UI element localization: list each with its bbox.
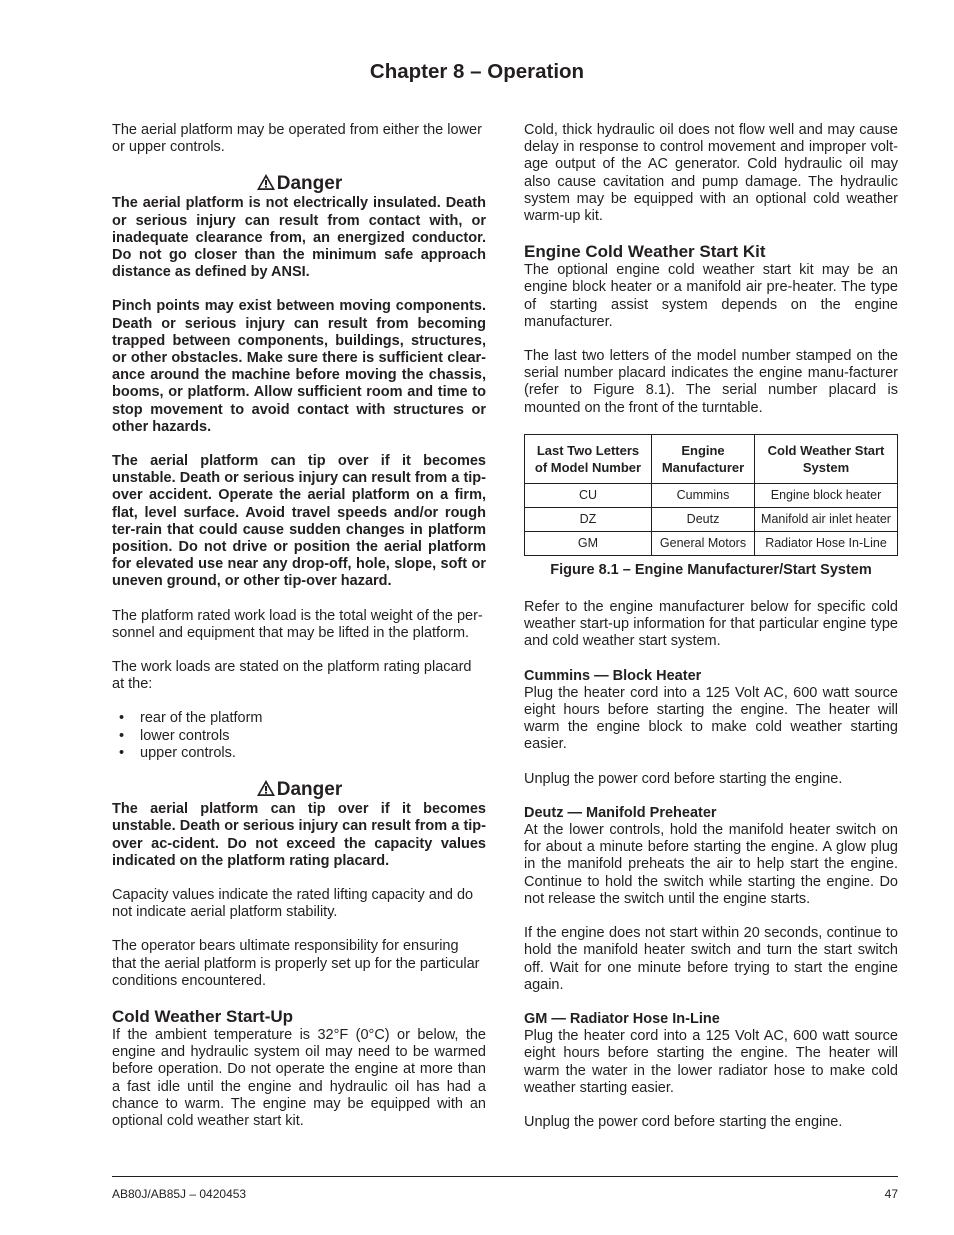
cold-weather-text: If the ambient temperature is 32°F (0°C) or below, the engine and hydraulic system oil may need to be warmed before operation. Do not operate the engine at more than a fast idle until the engine and hydraulic oil has had a chance to warm. The engine may be equipped with an optional cold weather start kit.: [112, 1026, 486, 1129]
capacity-paragraph: Capacity values indicate the rated lifting capacity and do not indicate aerial platform stability.: [112, 886, 474, 921]
operator-paragraph: The operator bears ultimate responsibility for ensuring that the aerial platform is properly set up for the particular conditions encountered.: [112, 938, 480, 989]
table-cell: CU: [525, 483, 652, 507]
table-cell: Manifold air inlet heater: [755, 507, 898, 531]
danger-heading-2: [112, 779, 486, 801]
table-cell: General Motors: [652, 531, 755, 555]
footer-divider: [112, 1176, 898, 1177]
table-cell: Deutz: [652, 507, 755, 531]
start-kit-text: The optional engine cold weather start kit may be an engine block heater or a manifold air pre-heater. The type of starting assist system depends on the engine manufacturer.: [524, 262, 898, 330]
engine-start-table: [524, 434, 898, 556]
table-cell: Cummins: [652, 483, 755, 507]
table-cell: GM: [525, 531, 652, 555]
footer-page-number: 47: [884, 1187, 898, 1201]
cummins-heading: Cummins — Block Heater: [524, 667, 702, 684]
warning-triangle-icon: [256, 173, 276, 191]
danger1-insulation-text: The aerial platform is not electrically insulated. Death or serious injury can result from contact with, or inadequate clearance from, an energized conductor. Do not go closer than the minimum safe approach distance as defined by ANSI.: [112, 195, 486, 281]
danger-label: Danger: [276, 779, 343, 801]
table-row: [525, 531, 898, 555]
danger1-pinch-text: Pinch points may exist between moving components. Death or serious injury can result from becoming trapped between components, buildings, structures, or other obstacles. Make sure there is sufficient clear-ance around the machine before moving the chassis, booms, or platform. Allow sufficient room and time to stop movement to avoid contact with structures or other hazards.: [112, 298, 486, 435]
table-cell: Radiator Hose In-Line: [755, 531, 898, 555]
list-item: • lower controls: [112, 728, 486, 745]
figure-caption: Figure 8.1 – Engine Manufacturer/Start System: [550, 561, 872, 578]
danger2-tipover-text: The aerial platform can tip over if it becomes unstable. Death or serious injury can result from a tip-over ac-cident. Do not exceed the capacity values indicated on the platform rating placard.: [112, 801, 486, 869]
table-header-row: [525, 434, 898, 483]
deutz-heading: Deutz — Manifold Preheater: [524, 804, 717, 821]
danger-label: Danger: [276, 173, 343, 195]
table-row: [525, 507, 898, 531]
cold-weather-heading: Cold Weather Start-Up: [112, 1006, 294, 1026]
list-item: • rear of the platform: [112, 710, 486, 727]
table-header-cell: Last Two Letters of Model Number: [525, 434, 652, 483]
intro-paragraph: The aerial platform may be operated from either the lower or upper controls.: [112, 122, 482, 156]
model-letters-paragraph: The last two letters of the model number stamped on the serial number placard indicates the engine manu-facturer (refer to Figure 8.1). The serial number placard is mounted on the front of the turntable.: [524, 348, 898, 416]
table-header-cell: Engine Manufacturer: [652, 434, 755, 483]
page-title: Chapter 8 – Operation: [369, 60, 585, 83]
hydraulic-oil-paragraph: Cold, thick hydraulic oil does not flow well and may cause delay in response to control movement and improper volt-age output of the AC generator. Cold hydraulic oil may also cause cavitation and pump damage. The hydraulic system may be equipped with an optional cold weather warm-up kit.: [524, 122, 898, 225]
footer-model-number: AB80J/AB85J – 0420453: [112, 1187, 247, 1201]
workload-paragraph: The platform rated work load is the total weight of the per-sonnel and equipment that may be lifted in the platform.: [112, 607, 483, 641]
danger1-tipover-text: The aerial platform can tip over if it becomes unstable. Death or serious injury can result from a tip-over accident. Operate the aerial platform on a firm, flat, level surface. Avoid travel speeds and/or rough ter-rain that could cause sudden changes in platform position. Do not drive or position the aerial platform for elevated use near any drop-off, hole, slope, soft or uneven ground, or other tip-over hazard.: [112, 453, 486, 590]
cummins-text: Plug the heater cord into a 125 Volt AC, 600 watt source eight hours before starting the engine. The heater will warm the engine block to make cold weather starting easier.: [524, 684, 898, 753]
start-kit-heading: Engine Cold Weather Start Kit: [524, 242, 766, 262]
deutz-text: At the lower controls, hold the manifold heater switch on for about a minute before starting the engine. A glow plug in the manifold preheats the air to help start the engine. Continue to hold the switch while starting the engine. Do not release the switch until the engine starts.: [524, 822, 898, 907]
table-row: [525, 483, 898, 507]
placard-paragraph: The work loads are stated on the platform rating placard at the:: [112, 659, 472, 693]
left-column: [112, 122, 486, 1147]
refer-paragraph: Refer to the engine manufacturer below for specific cold weather start-up information for that particular engine type and cold weather start system.: [524, 599, 898, 650]
table-cell: DZ: [525, 507, 652, 531]
table-cell: Engine block heater: [755, 483, 898, 507]
danger-heading-1: [112, 173, 486, 195]
gm-text: Plug the heater cord into a 125 Volt AC, 600 watt source eight hours before starting the engine. The heater will warm the water in the lower radiator hose to make cold weather starting easier.: [524, 1028, 898, 1096]
right-column: [524, 122, 898, 1148]
table-header-cell: Cold Weather Start System: [755, 434, 898, 483]
placard-location-list: [112, 710, 486, 762]
cummins-unplug-text: Unplug the power cord before starting the engine.: [524, 770, 843, 787]
list-item: • upper controls.: [112, 745, 486, 762]
gm-heading: GM — Radiator Hose In-Line: [524, 1010, 720, 1027]
deutz-text-2: If the engine does not start within 20 seconds, continue to hold the manifold heater switch and turn the start switch off. Wait for one minute before trying to start the engine again.: [524, 925, 898, 993]
gm-unplug-text: Unplug the power cord before starting the engine.: [524, 1113, 843, 1130]
warning-triangle-icon: [256, 779, 276, 797]
